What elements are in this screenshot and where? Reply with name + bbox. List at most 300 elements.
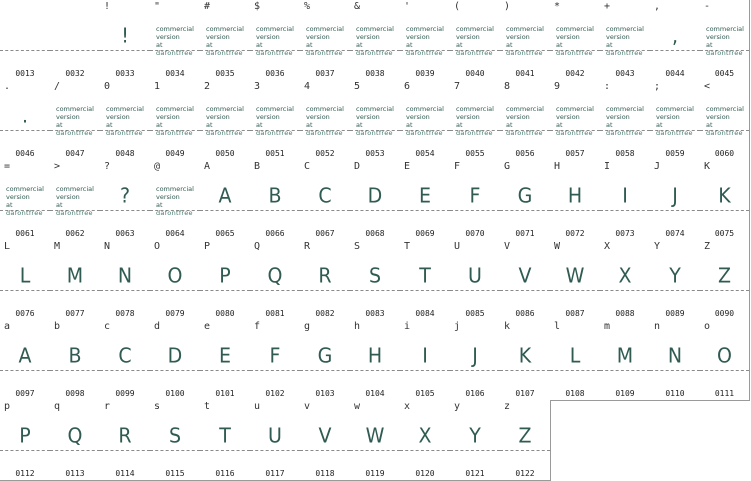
glyph-preview: . — [21, 104, 29, 128]
char-code: 0059 — [665, 149, 685, 158]
commercial-version-notice — [306, 105, 344, 137]
glyph-preview: T — [419, 264, 431, 288]
glyph-preview: E — [418, 184, 431, 208]
char-code: 0062 — [65, 229, 85, 238]
notice-line: at — [356, 41, 363, 49]
glyph-preview: A — [218, 184, 232, 208]
char-label: q — [54, 401, 61, 412]
notice-line: version — [156, 113, 180, 121]
glyph-preview: M — [616, 344, 634, 368]
char-label: w — [354, 401, 361, 412]
char-label: i — [404, 321, 411, 332]
glyph-cell[interactable] — [400, 320, 451, 401]
char-label: W — [554, 241, 561, 252]
glyph-cell[interactable] — [150, 80, 201, 161]
glyph-cell[interactable] — [500, 320, 551, 401]
char-label: 2 — [204, 81, 211, 92]
commercial-version-notice — [256, 25, 294, 57]
glyph-preview: A — [18, 344, 32, 368]
glyph-cell[interactable] — [250, 400, 301, 481]
glyph-preview: P — [219, 264, 231, 288]
notice-line: at — [56, 121, 63, 129]
char-label: 4 — [304, 81, 311, 92]
glyph-cell[interactable] — [500, 400, 551, 481]
char-label: d — [154, 321, 161, 332]
notice-line: at — [606, 121, 613, 129]
char-label: J — [654, 161, 661, 172]
char-code: 0071 — [515, 229, 535, 238]
char-code: 0074 — [665, 229, 685, 238]
glyph-cell[interactable] — [300, 400, 351, 481]
char-label: z — [504, 401, 511, 412]
notice-line: version — [156, 193, 180, 201]
notice-line: at — [206, 121, 213, 129]
notice-line: commercial — [406, 25, 444, 33]
notice-line: at — [156, 121, 163, 129]
notice-line: dafontfree — [356, 49, 393, 57]
glyph-preview: D — [367, 184, 383, 208]
notice-line: dafontfree — [356, 129, 393, 137]
glyph-cell[interactable] — [650, 240, 701, 321]
commercial-version-notice — [406, 105, 444, 137]
glyph-cell[interactable] — [700, 80, 750, 161]
notice-line: commercial — [656, 105, 694, 113]
notice-line: dafontfree — [56, 209, 93, 217]
glyph-cell[interactable] — [200, 80, 251, 161]
notice-line: dafontfree — [306, 129, 343, 137]
notice-line: commercial — [456, 25, 494, 33]
char-code: 0104 — [365, 389, 385, 398]
glyph-cell[interactable] — [650, 320, 701, 401]
notice-line: commercial — [156, 185, 194, 193]
glyph-preview: J — [472, 344, 478, 368]
notice-line: at — [306, 41, 313, 49]
char-label: 9 — [554, 81, 561, 92]
char-label: ! — [104, 1, 111, 12]
char-label: l — [554, 321, 561, 332]
char-code: 0102 — [265, 389, 285, 398]
char-code: 0086 — [515, 309, 535, 318]
char-label: p — [4, 401, 11, 412]
char-code: 0113 — [65, 469, 85, 478]
commercial-version-notice — [556, 105, 594, 137]
glyph-cell[interactable] — [450, 400, 501, 481]
glyph-cell[interactable] — [350, 160, 401, 241]
glyph-cell[interactable] — [150, 400, 201, 481]
char-code: 0087 — [565, 309, 585, 318]
notice-line: version — [456, 113, 480, 121]
glyph-cell[interactable] — [650, 80, 701, 161]
baseline-guide — [50, 50, 100, 51]
notice-line: at — [456, 41, 463, 49]
char-label: g — [304, 321, 311, 332]
glyph-cell[interactable] — [600, 160, 651, 241]
glyph-cell[interactable] — [300, 240, 351, 321]
char-label: t — [204, 401, 211, 412]
char-label: G — [504, 161, 511, 172]
notice-line: version — [306, 33, 330, 41]
commercial-version-notice — [706, 25, 744, 57]
char-code: 0054 — [415, 149, 435, 158]
notice-line: commercial — [256, 25, 294, 33]
glyph-cell[interactable] — [200, 400, 251, 481]
glyph-cell[interactable] — [50, 400, 101, 481]
char-label: P — [204, 241, 211, 252]
char-code: 0110 — [665, 389, 685, 398]
notice-line: at — [706, 41, 713, 49]
glyph-preview: F — [269, 344, 281, 368]
glyph-cell[interactable] — [650, 0, 701, 81]
notice-line: commercial — [606, 25, 644, 33]
char-code: 0061 — [15, 229, 35, 238]
char-label: v — [304, 401, 311, 412]
glyph-cell[interactable] — [500, 160, 551, 241]
glyph-cell[interactable] — [0, 160, 51, 241]
glyph-cell[interactable] — [400, 0, 451, 81]
commercial-version-notice — [106, 105, 144, 137]
glyph-cell[interactable] — [150, 160, 201, 241]
char-code: 0041 — [515, 69, 535, 78]
notice-line: version — [56, 113, 80, 121]
char-code: 0045 — [714, 69, 735, 78]
glyph-cell[interactable] — [600, 80, 651, 161]
char-code: 0077 — [65, 309, 85, 318]
notice-line: at — [556, 121, 563, 129]
notice-line: dafontfree — [556, 49, 593, 57]
glyph-preview: E — [218, 344, 231, 368]
glyph-cell[interactable] — [450, 240, 501, 321]
glyph-cell[interactable] — [0, 80, 51, 161]
glyph-cell[interactable] — [550, 160, 601, 241]
char-code: 0076 — [15, 309, 35, 318]
char-code: 0048 — [115, 149, 135, 158]
char-label: C — [304, 161, 311, 172]
commercial-version-notice — [506, 25, 544, 57]
notice-line: at — [706, 121, 713, 129]
glyph-cell[interactable] — [50, 80, 101, 161]
glyph-cell[interactable] — [250, 320, 301, 401]
char-label: K — [704, 161, 711, 172]
glyph-cell[interactable] — [500, 80, 551, 161]
glyph-cell[interactable] — [50, 320, 101, 401]
commercial-version-notice — [706, 105, 744, 137]
commercial-version-notice — [406, 25, 444, 57]
glyph-preview: T — [219, 424, 231, 448]
glyph-cell[interactable] — [50, 240, 101, 321]
char-label: ' — [404, 1, 411, 12]
char-code: 0114 — [115, 469, 135, 478]
notice-line: version — [606, 113, 630, 121]
notice-line: version — [6, 193, 30, 201]
notice-line: version — [156, 33, 180, 41]
char-label: H — [554, 161, 561, 172]
char-code: 0057 — [565, 149, 585, 158]
char-code: 0079 — [165, 309, 185, 318]
char-label: 5 — [354, 81, 361, 92]
char-label: e — [204, 321, 211, 332]
glyph-cell[interactable] — [650, 160, 701, 241]
char-code: 0097 — [15, 389, 35, 398]
char-label: I — [604, 161, 611, 172]
char-label: 7 — [454, 81, 461, 92]
glyph-cell[interactable] — [350, 80, 401, 161]
notice-line: commercial — [556, 105, 594, 113]
glyph-preview: Z — [518, 424, 532, 448]
glyph-cell[interactable] — [400, 160, 451, 241]
glyph-cell[interactable] — [450, 80, 501, 161]
char-label: o — [704, 321, 711, 332]
notice-line: version — [206, 113, 230, 121]
notice-line: version — [706, 33, 730, 41]
glyph-cell[interactable] — [400, 400, 451, 481]
commercial-version-notice — [656, 105, 694, 137]
glyph-preview: X — [618, 264, 632, 288]
glyph-preview: U — [468, 264, 482, 288]
glyph-cell[interactable] — [250, 240, 301, 321]
notice-line: at — [256, 41, 263, 49]
commercial-version-notice — [456, 105, 494, 137]
glyph-cell[interactable] — [300, 0, 351, 81]
notice-line: commercial — [506, 25, 544, 33]
glyph-cell[interactable] — [350, 0, 401, 81]
commercial-version-notice — [206, 105, 244, 137]
char-label: - — [704, 1, 711, 12]
commercial-version-notice — [6, 185, 44, 217]
glyph-cell[interactable] — [0, 0, 51, 81]
notice-line: dafontfree — [406, 49, 443, 57]
commercial-version-notice — [306, 25, 344, 57]
glyph-cell[interactable] — [100, 0, 151, 81]
char-code: 0089 — [665, 309, 685, 318]
glyph-cell[interactable] — [200, 160, 251, 241]
char-code: 0100 — [165, 389, 185, 398]
notice-line: commercial — [306, 25, 344, 33]
char-code: 0111 — [714, 389, 735, 398]
glyph-cell[interactable] — [450, 160, 501, 241]
glyph-preview: C — [318, 184, 332, 208]
char-code: 0118 — [315, 469, 335, 478]
notice-line: dafontfree — [406, 129, 443, 137]
glyph-cell[interactable] — [400, 80, 451, 161]
char-code: 0055 — [465, 149, 485, 158]
glyph-preview: ! — [121, 24, 129, 48]
glyph-cell[interactable] — [600, 320, 651, 401]
char-label: n — [654, 321, 661, 332]
char-code: 0032 — [65, 69, 85, 78]
char-label: < — [704, 81, 711, 92]
glyph-cell[interactable] — [550, 240, 601, 321]
char-label: = — [4, 161, 11, 172]
glyph-cell[interactable] — [0, 320, 51, 401]
glyph-cell[interactable] — [350, 400, 401, 481]
glyph-cell[interactable] — [400, 240, 451, 321]
glyph-preview: H — [567, 184, 583, 208]
char-code: 0069 — [415, 229, 435, 238]
notice-line: commercial — [706, 25, 744, 33]
baseline-guide — [0, 50, 50, 51]
glyph-cell[interactable] — [250, 160, 301, 241]
glyph-cell[interactable] — [100, 80, 151, 161]
notice-line: at — [506, 121, 513, 129]
char-label: S — [354, 241, 361, 252]
notice-line: commercial — [106, 105, 144, 113]
char-label: ? — [104, 161, 111, 172]
glyph-cell[interactable] — [200, 240, 251, 321]
notice-line: version — [406, 33, 430, 41]
char-label: 1 — [154, 81, 161, 92]
glyph-cell[interactable] — [300, 320, 351, 401]
glyph-cell[interactable] — [100, 320, 151, 401]
glyph-preview: Y — [469, 424, 481, 448]
char-label: T — [404, 241, 411, 252]
glyph-cell[interactable] — [500, 0, 551, 81]
glyph-preview: K — [518, 344, 532, 368]
glyph-cell[interactable] — [300, 160, 351, 241]
notice-line: dafontfree — [156, 129, 193, 137]
glyph-preview: O — [717, 344, 732, 368]
glyph-preview: K — [718, 184, 731, 208]
char-label: A — [204, 161, 211, 172]
notice-line: dafontfree — [206, 129, 243, 137]
char-code: 0056 — [515, 149, 535, 158]
char-label: N — [104, 241, 111, 252]
glyph-preview: U — [268, 424, 282, 448]
notice-line: version — [306, 113, 330, 121]
glyph-cell[interactable] — [700, 240, 750, 321]
char-code: 0064 — [165, 229, 185, 238]
notice-line: at — [656, 121, 663, 129]
char-label: $ — [254, 1, 261, 12]
notice-line: at — [606, 41, 613, 49]
glyph-cell[interactable] — [550, 80, 601, 161]
glyph-preview: V — [518, 264, 532, 288]
glyph-cell[interactable] — [500, 240, 551, 321]
glyph-preview: V — [318, 424, 332, 448]
char-label: B — [254, 161, 261, 172]
glyph-cell[interactable] — [600, 0, 651, 81]
glyph-cell[interactable] — [100, 400, 151, 481]
glyph-preview: J — [672, 184, 678, 208]
notice-line: commercial — [156, 25, 194, 33]
notice-line: dafontfree — [206, 49, 243, 57]
glyph-cell[interactable] — [150, 320, 201, 401]
glyph-preview: S — [368, 264, 382, 288]
char-label: # — [204, 1, 211, 12]
notice-line: at — [406, 121, 413, 129]
notice-line: commercial — [206, 105, 244, 113]
glyph-cell[interactable] — [250, 0, 301, 81]
notice-line: at — [506, 41, 513, 49]
glyph-cell[interactable] — [250, 80, 301, 161]
glyph-preview: R — [318, 264, 332, 288]
char-label: Z — [704, 241, 711, 252]
notice-line: dafontfree — [656, 129, 693, 137]
glyph-preview: X — [418, 424, 432, 448]
notice-line: version — [706, 113, 730, 121]
notice-line: commercial — [56, 185, 94, 193]
glyph-preview: Z — [717, 264, 732, 288]
char-label: 3 — [254, 81, 261, 92]
glyph-cell[interactable] — [450, 320, 501, 401]
glyph-cell[interactable] — [150, 0, 201, 81]
notice-line: at — [156, 41, 163, 49]
notice-line: at — [206, 41, 213, 49]
char-code: 0075 — [714, 229, 735, 238]
char-code: 0120 — [415, 469, 435, 478]
glyph-cell[interactable] — [150, 240, 201, 321]
commercial-version-notice — [456, 25, 494, 57]
notice-line: commercial — [306, 105, 344, 113]
char-code: 0101 — [215, 389, 235, 398]
char-code: 0039 — [415, 69, 435, 78]
char-code: 0082 — [315, 309, 335, 318]
char-label: k — [504, 321, 511, 332]
char-label: + — [604, 1, 611, 12]
char-code: 0116 — [215, 469, 235, 478]
glyph-cell[interactable] — [200, 320, 251, 401]
char-code: 0103 — [315, 389, 335, 398]
char-label: r — [104, 401, 111, 412]
glyph-cell[interactable] — [0, 240, 51, 321]
notice-line: version — [556, 113, 580, 121]
char-code: 0035 — [215, 69, 235, 78]
char-code: 0085 — [465, 309, 485, 318]
char-code: 0034 — [165, 69, 185, 78]
char-code: 0090 — [714, 309, 735, 318]
char-label: O — [154, 241, 161, 252]
notice-line: commercial — [606, 105, 644, 113]
char-label: V — [504, 241, 511, 252]
char-label: ; — [654, 81, 661, 92]
notice-line: dafontfree — [56, 129, 93, 137]
glyph-cell[interactable] — [600, 240, 651, 321]
notice-line: dafontfree — [6, 209, 43, 217]
glyph-cell[interactable] — [0, 400, 51, 481]
glyph-cell[interactable] — [350, 240, 401, 321]
commercial-version-notice — [156, 185, 194, 217]
glyph-cell[interactable] — [550, 320, 601, 401]
glyph-cell[interactable] — [700, 0, 750, 81]
glyph-preview: I — [622, 184, 628, 208]
glyph-cell[interactable] — [200, 0, 251, 81]
glyph-preview: G — [517, 184, 533, 208]
glyph-cell[interactable] — [50, 160, 101, 241]
glyph-cell[interactable] — [350, 320, 401, 401]
char-label: b — [54, 321, 61, 332]
glyph-preview: B — [68, 344, 82, 368]
notice-line: commercial — [156, 105, 194, 113]
glyph-cell[interactable] — [700, 160, 750, 241]
char-code: 0105 — [415, 389, 435, 398]
glyph-cell[interactable] — [50, 0, 101, 81]
glyph-cell[interactable] — [100, 240, 151, 321]
char-code: 0067 — [315, 229, 335, 238]
glyph-cell[interactable] — [450, 0, 501, 81]
notice-line: version — [356, 33, 380, 41]
char-label: m — [604, 321, 611, 332]
char-label: a — [4, 321, 11, 332]
glyph-cell[interactable] — [550, 0, 601, 81]
glyph-cell[interactable] — [300, 80, 351, 161]
commercial-version-notice — [206, 25, 244, 57]
notice-line: at — [406, 41, 413, 49]
char-code: 0112 — [15, 469, 35, 478]
glyph-cell[interactable] — [700, 320, 750, 401]
char-code: 0049 — [165, 149, 185, 158]
notice-line: dafontfree — [256, 49, 293, 57]
char-label: Y — [654, 241, 661, 252]
glyph-cell[interactable] — [100, 160, 151, 241]
